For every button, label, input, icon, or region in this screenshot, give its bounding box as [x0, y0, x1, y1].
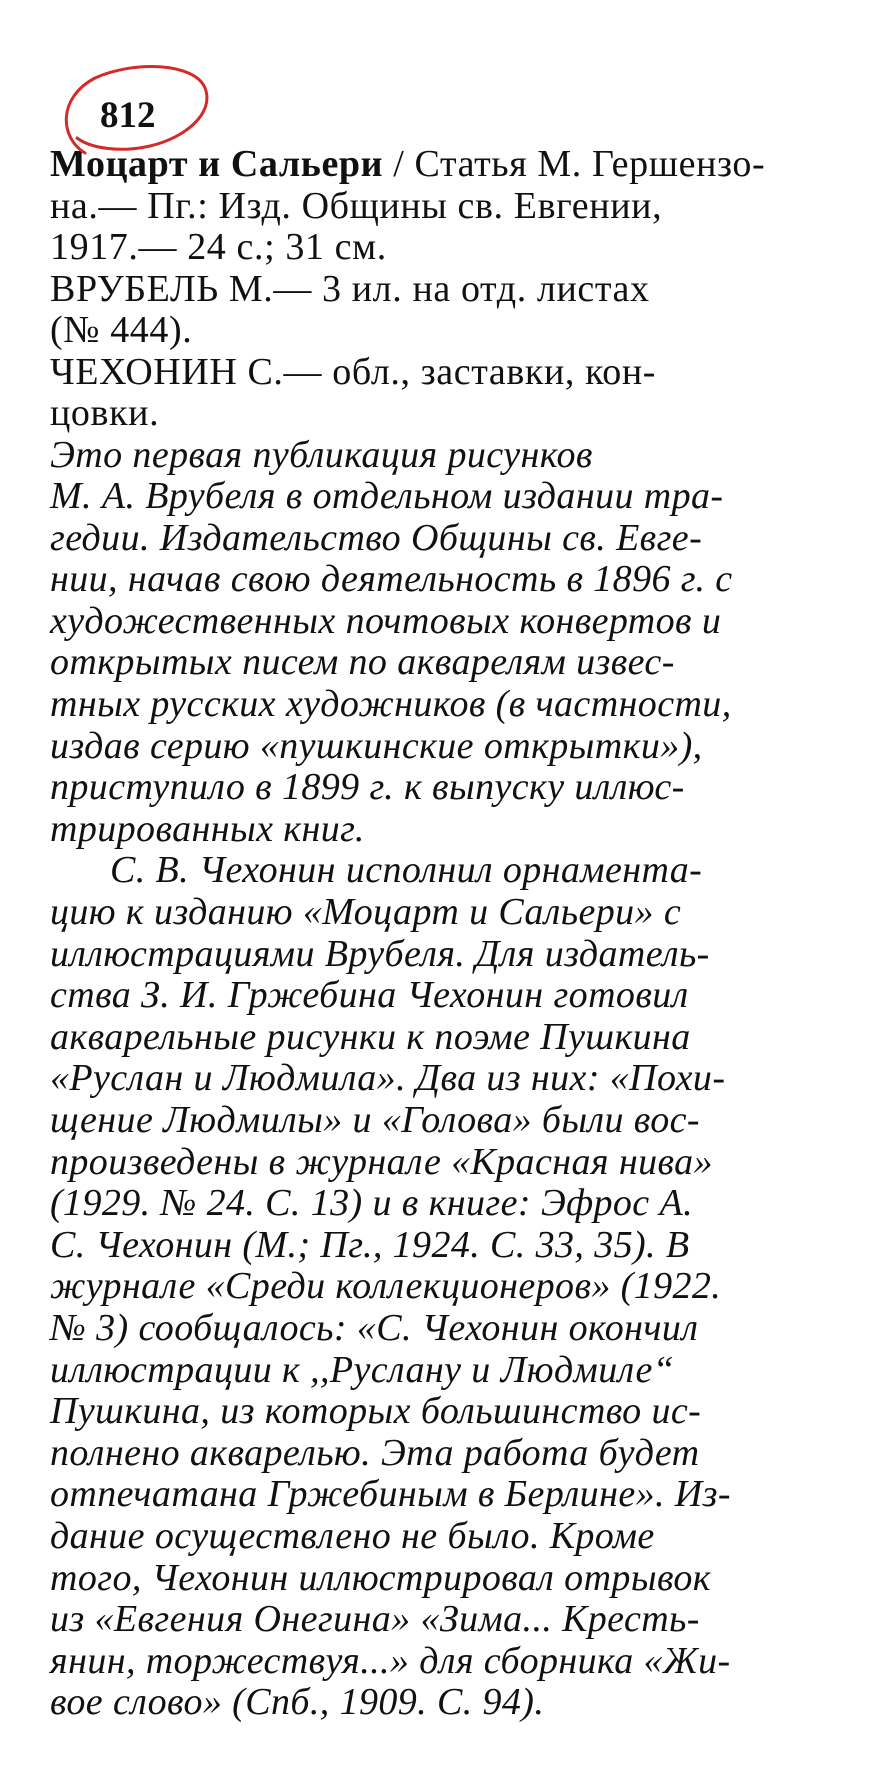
commentary-line: полнено акварелью. Эта работа будет: [50, 1431, 700, 1474]
biblio-author-note: / Статья М. Гершензо-: [383, 143, 766, 185]
commentary: [50, 435, 830, 1724]
entry-title: Моцарт и Сальери: [50, 143, 384, 185]
commentary-line: иллюстрациями Врубеля. Для издатель-: [50, 932, 710, 975]
illustrator-line: ЧЕХОНИН С.— обл., заставки, кон-: [50, 350, 657, 393]
entry-number: 812: [100, 95, 156, 136]
commentary-line: вое слово» (Спб., 1909. С. 94).: [50, 1681, 545, 1724]
commentary-paragraph-2: [50, 850, 830, 1723]
commentary-line: С. Чехонин (М.; Пг., 1924. С. 33, 35). В: [50, 1223, 690, 1266]
commentary-line: щение Людмилы» и «Голова» были вос-: [50, 1099, 700, 1141]
biblio-line-3: 1917.— 24 с.; 31 см.: [50, 226, 387, 268]
biblio-line-2: на.— Пг.: Изд. Общины св. Евгении,: [50, 184, 663, 227]
commentary-line: из «Евгения Онегина» «Зима... Кресть-: [50, 1598, 700, 1641]
commentary-line: того, Чехонин иллюстрировал отрывок: [50, 1556, 711, 1599]
commentary-line: отпечатана Гржебиным в Берлине». Из-: [50, 1473, 731, 1516]
commentary-line: янин, торжествуя...» для сборника «Жи-: [50, 1639, 731, 1682]
commentary-line: тных русских художников (в частности,: [50, 683, 732, 726]
catalog-page: [50, 0, 830, 1724]
commentary-line: М. А. Врубеля в отдельном издании тра-: [50, 475, 724, 518]
illustrator-line: цовки.: [50, 392, 160, 434]
commentary-line: акварельные рисунки к поэме Пушкина: [50, 1015, 691, 1058]
commentary-line: издав серию «пушкинские открытки»),: [50, 724, 703, 767]
commentary-line: нии, начав свою деятельность в 1896 г. с: [50, 558, 733, 601]
illustrator-line: ВРУБЕЛЬ М.— 3 ил. на отд. листах: [50, 267, 650, 310]
commentary-line: (1929. № 24. С. 13) и в книге: Эфрос А.: [50, 1182, 693, 1225]
commentary-line: «Руслан и Людмила». Два из них: «Похи-: [50, 1057, 726, 1100]
commentary-line: ства З. И. Гржебина Чехонин готовил: [50, 974, 689, 1017]
entry-number-block: [50, 0, 830, 150]
commentary-line: № 3) сообщалось: «С. Чехонин окончил: [50, 1306, 699, 1349]
commentary-line: Пушкина, из которых большинство ис-: [50, 1390, 702, 1433]
commentary-line: художественных почтовых конвертов и: [50, 599, 722, 642]
commentary-line: приступило в 1899 г. к выпуску иллюс-: [50, 766, 685, 809]
illustrator-line: (№ 444).: [50, 309, 193, 351]
commentary-line: журнале «Среди коллекционеров» (1922.: [50, 1265, 722, 1308]
bibliographic-record: [50, 144, 830, 435]
commentary-paragraph-1: [50, 435, 830, 851]
commentary-line: дание осуществлено не было. Кроме: [50, 1514, 655, 1557]
commentary-line: Это первая публикация рисунков: [50, 433, 593, 476]
commentary-line: С. В. Чехонин исполнил орнамента-: [110, 849, 703, 892]
commentary-line: открытых писем по акварелям извес-: [50, 641, 675, 684]
commentary-line: цию к изданию «Моцарт и Сальери» с: [50, 891, 682, 934]
commentary-line: трированных книг.: [50, 807, 365, 850]
commentary-line: иллюстрации к ,,Руслану и Людмиле“: [50, 1348, 675, 1391]
commentary-line: гедии. Издательство Общины св. Евге-: [50, 516, 703, 559]
commentary-line: произведены в журнале «Красная нива»: [50, 1140, 713, 1183]
